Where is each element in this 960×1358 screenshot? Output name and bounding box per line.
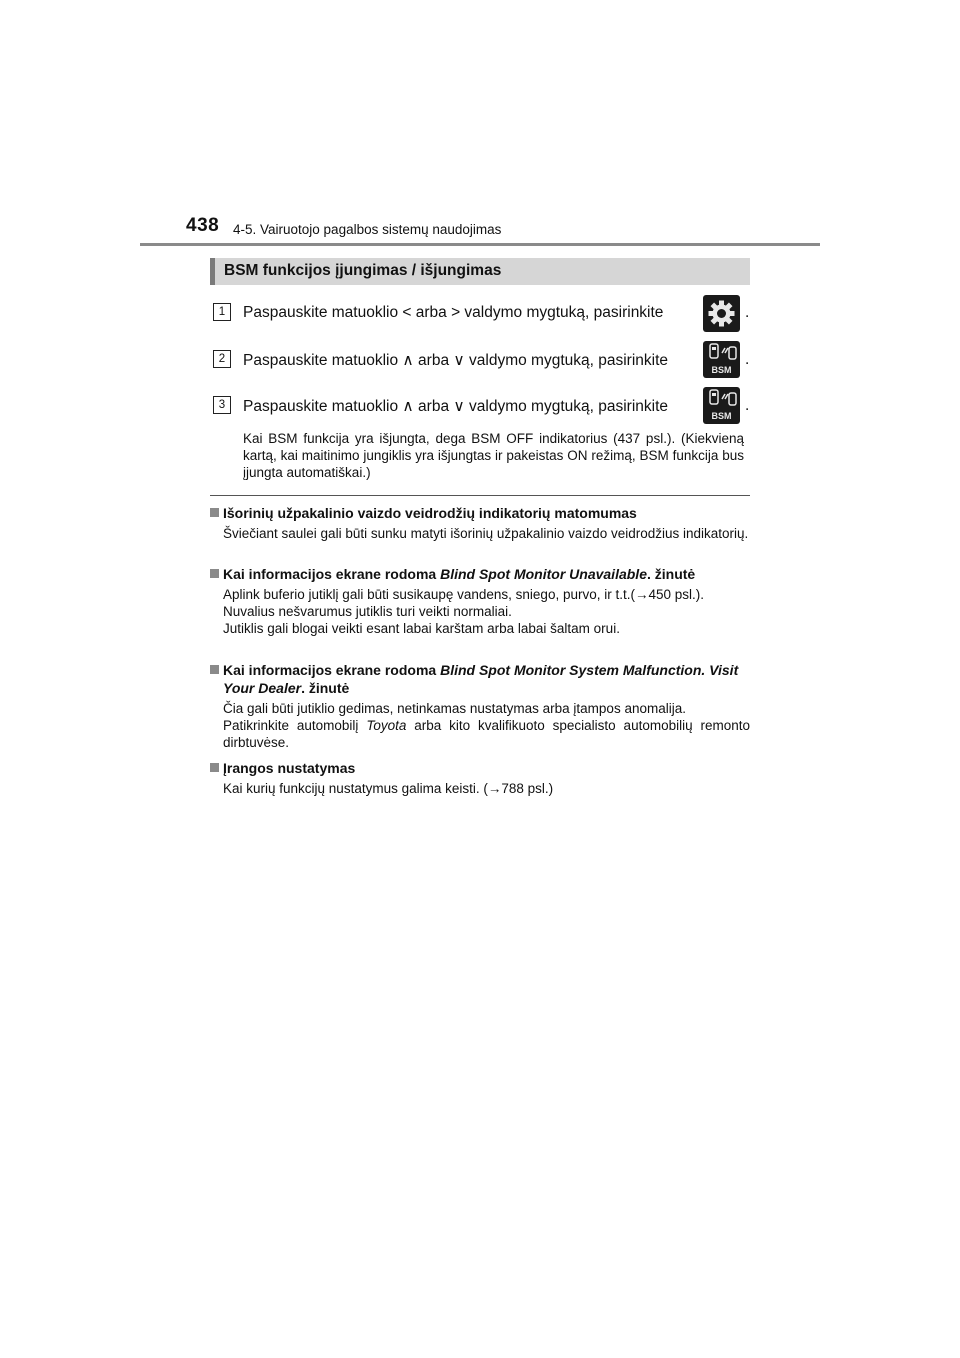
gear-settings-icon: [703, 295, 740, 332]
note-text: Kai BSM funkcija yra išjungta, dega BSM OFF indikatorius (437 psl.). (Kiekvieną kartą, kai maitinimo jungiklis yra išjungtas ir pakeistas ON režimą, BSM funkcija bus įjungta automatiškai.): [243, 431, 744, 480]
heading-text: Kai informacijos ekrane rodoma: [223, 566, 441, 582]
step-text: Paspauskite matuoklio ∧ arba ∨ valdymo mygtuką, pasirinkite: [243, 352, 669, 369]
step-period: .: [745, 304, 750, 321]
body-line: Aplink buferio jutiklį gali būti susikaupę vandens, sniego, purvo, ir t.t.(→450 psl.).: [223, 587, 704, 602]
bsm-icon: [703, 387, 740, 424]
chapter-title: 4-5. Vairuotojo pagalbos sistemų naudojimas: [233, 222, 502, 237]
heading-message: Blind Spot Monitor System Malfunction. Visit Your Dealer: [223, 662, 739, 696]
bsm-icon: [703, 341, 740, 378]
step-period: .: [745, 397, 750, 414]
info-item-mirror-visibility: [210, 504, 750, 542]
divider: [210, 495, 750, 496]
body-text: arba kito kvalifikuoto specialisto automobilių remonto dirbtuvėse.: [223, 718, 750, 750]
item-heading: [210, 565, 750, 583]
body-text: Patikrinkite automobilį: [223, 718, 367, 733]
body-line: Jutiklis gali blogai veikti esant labai karštam arba labai šaltam orui.: [223, 621, 620, 636]
info-item-unavailable: [210, 565, 750, 637]
item-body: Kai kurių funkcijų nustatymus galima keisti. (→788 psl.): [223, 781, 554, 796]
header-rule: [140, 243, 820, 246]
step-1: [213, 295, 758, 335]
step-number: 2: [213, 350, 231, 368]
section-title: BSM funkcijos įjungimas / išjungimas: [224, 262, 502, 279]
body-line: [223, 717, 750, 751]
heading-message: Blind Spot Monitor Unavailable: [440, 566, 647, 582]
item-heading: Įrangos nustatymas: [210, 759, 750, 777]
info-item-settings: [210, 759, 750, 797]
item-body: Šviečiant saulei gali būti sunku matyti išorinių užpakalinio vaizdo veidrodžius indikatorių.: [223, 526, 749, 541]
step-2: [213, 340, 758, 380]
step-period: .: [745, 351, 750, 368]
item-body: [223, 586, 750, 637]
step-number: 3: [213, 396, 231, 414]
step-3: [213, 386, 758, 426]
page-number: 438: [186, 215, 220, 236]
step-text: Paspauskite matuoklio ∧ arba ∨ valdymo mygtuką, pasirinkite: [243, 398, 669, 415]
heading-text: Kai informacijos ekrane rodoma: [223, 662, 441, 678]
heading-tail: . žinutė: [301, 680, 350, 696]
info-item-malfunction: [210, 661, 750, 751]
heading-tail: . žinutė: [646, 566, 696, 582]
body-line: Čia gali būti jutiklio gedimas, netinkamas nustatymas arba įtampos anomalija.: [223, 701, 686, 716]
section-header: [210, 258, 750, 285]
step-number: 1: [213, 303, 231, 321]
item-heading: Išorinių užpakalinio vaizdo veidrodžių indikatorių matomumas: [210, 504, 750, 522]
body-line: Nuvalius nešvarumus jutiklis turi veikti normaliai.: [223, 604, 512, 619]
svg-text:BSM: BSM: [711, 365, 732, 375]
item-heading: [210, 661, 750, 697]
brand-name: Toyota: [366, 718, 407, 733]
step-text: Paspauskite matuoklio < arba > valdymo mygtuką, pasirinkite: [243, 304, 664, 321]
section-accent: [210, 258, 215, 285]
item-body: [223, 700, 750, 751]
svg-text:BSM: BSM: [711, 411, 732, 421]
